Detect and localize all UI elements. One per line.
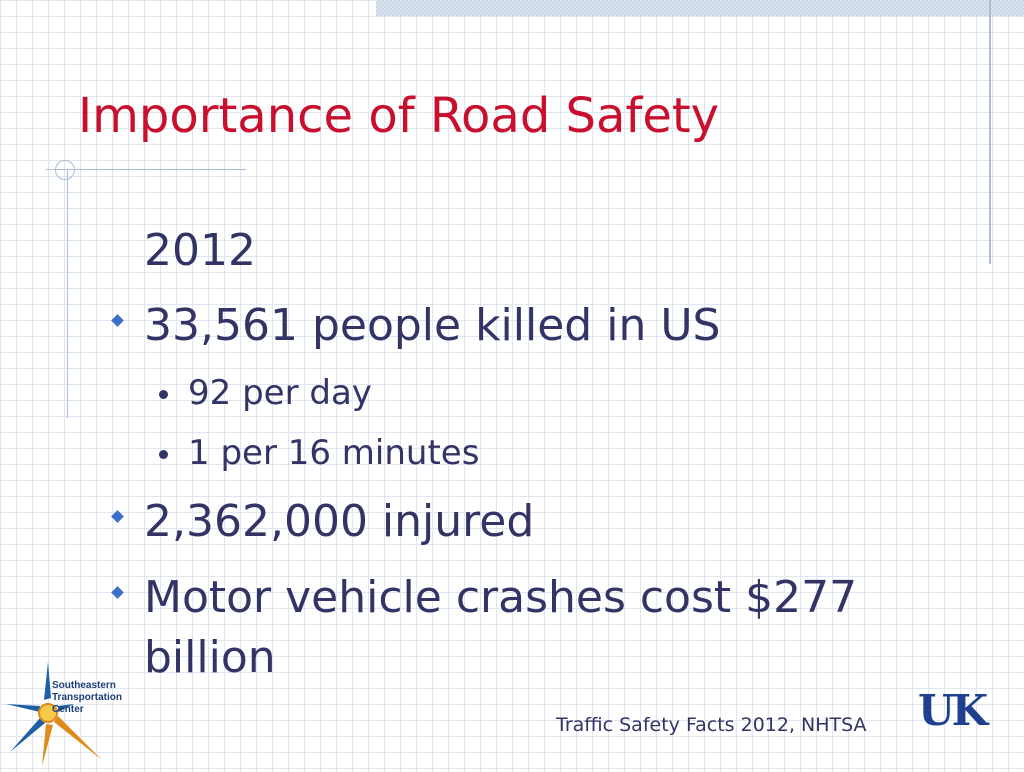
bullet-cost: Motor vehicle crashes cost $277: [144, 572, 858, 623]
right-decorative-rule: [989, 0, 991, 264]
bullet-cost-continued: billion: [144, 632, 276, 683]
uk-logo: UK: [918, 686, 986, 735]
top-decorative-band: [376, 0, 1024, 16]
stc-logo: [0, 660, 123, 768]
bullet-injured: 2,362,000 injured: [144, 496, 535, 547]
bullet-diamond-icon: [111, 510, 124, 523]
bullet-diamond-icon: [111, 314, 124, 327]
source-citation: Traffic Safety Facts 2012, NHTSA: [556, 714, 867, 736]
stc-logo-line2: Transportation: [52, 692, 123, 703]
sub-bullet-dot-icon: [159, 390, 168, 399]
bullet-killed: 33,561 people killed in US: [144, 300, 721, 351]
sub-bullet-per-minutes: 1 per 16 minutes: [188, 433, 480, 473]
title-underline-rule: [46, 169, 246, 170]
title-ring-ornament: [55, 160, 75, 180]
stc-logo-line3: Center: [52, 704, 84, 715]
stc-logo-line1: Southeastern: [52, 680, 116, 691]
left-decorative-rule: [67, 170, 68, 418]
year-label: 2012: [144, 225, 256, 276]
slide-title: Importance of Road Safety: [78, 88, 720, 144]
sub-bullet-dot-icon: [159, 450, 168, 459]
sub-bullet-per-day: 92 per day: [188, 373, 372, 413]
bullet-diamond-icon: [111, 586, 124, 599]
